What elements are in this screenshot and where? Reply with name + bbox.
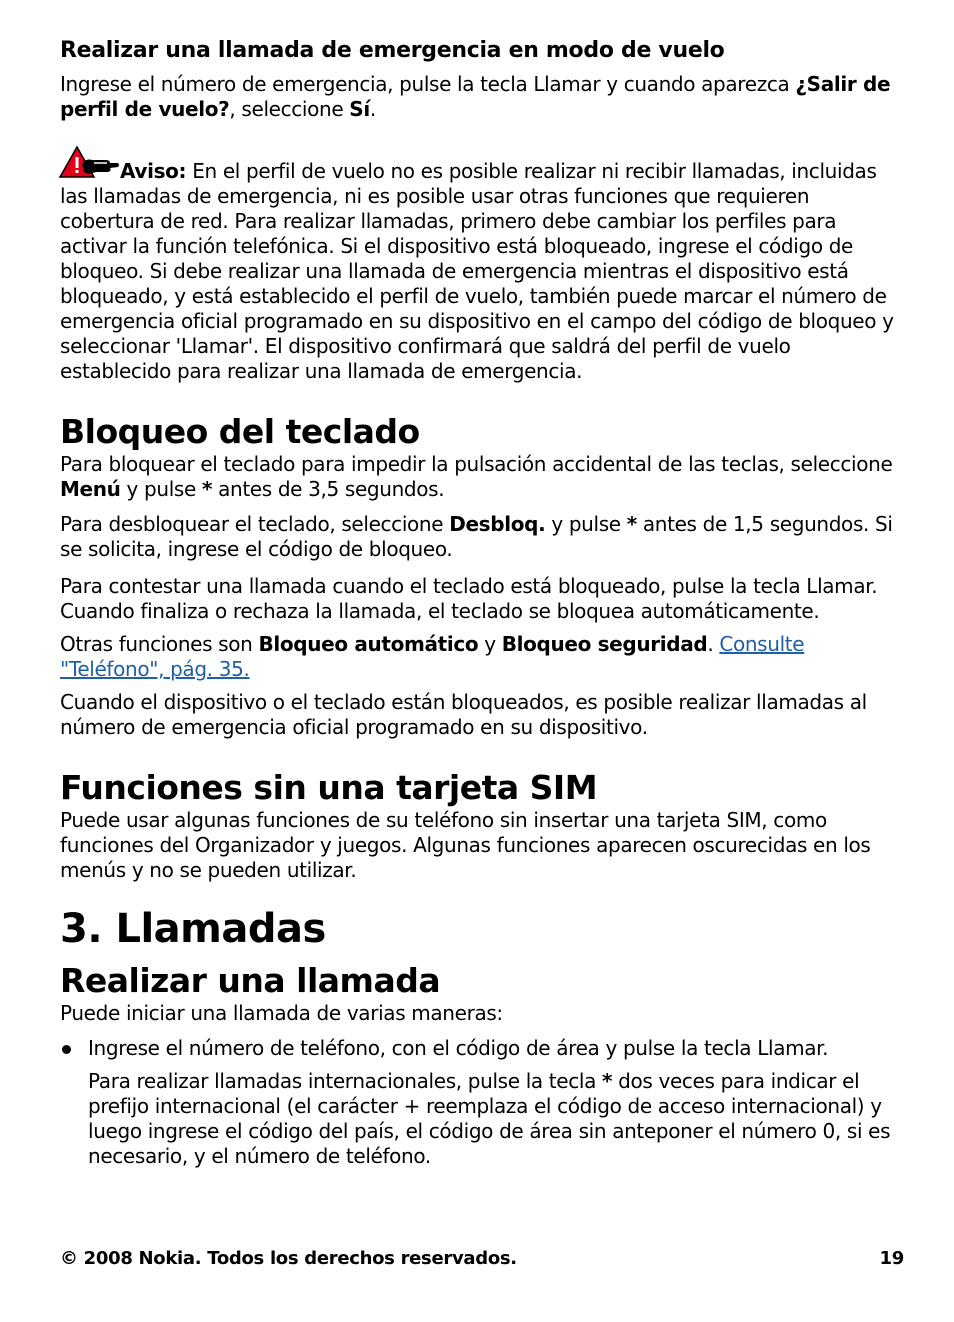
make-call-heading: Realizar una llamada [60, 961, 441, 1000]
emergency-paragraph: Ingrese el número de emergencia, pulse la tecla Llamar y cuando aparezca ¿Salir de perfil de vuelo?, seleccione Sí. [60, 72, 891, 121]
page-footer [60, 1248, 904, 1269]
keypad-lock-heading: Bloqueo del teclado [60, 412, 420, 451]
no-sim-heading: Funciones sin una tarjeta SIM [60, 768, 598, 807]
emergency-heading: Realizar una llamada de emergencia en modo de vuelo [60, 38, 725, 63]
keypad-paragraph-4: Otras funciones son Bloqueo automático y Bloqueo seguridad. Consulte "Teléfono", pág. 35. [60, 632, 805, 681]
warning-paragraph [60, 144, 904, 384]
list-item: Ingrese el número de teléfono, con el código de área y pulse la tecla Llamar. [60, 1036, 904, 1061]
international-call-paragraph: Para realizar llamadas internacionales, pulse la tecla * dos veces para indicar el prefijo internacional (el carácter + reemplaza el código de acceso internacional) y luego ingrese el código del país, el código de área sin anteponer el número 0, si es necesario, y el número de teléfono. [88, 1069, 891, 1168]
keypad-paragraph-3: Para contestar una llamada cuando el teclado está bloqueado, pulse la tecla Llamar. Cuando finaliza o rechaza la llamada, el teclado se bloquea automáticamente. [60, 574, 878, 623]
page-content [60, 36, 904, 1169]
no-sim-paragraph: Puede usar algunas funciones de su teléfono sin insertar una tarjeta SIM, como funciones del Organizador y juegos. Algunas funciones aparecen oscurecidas en los menús y no se pueden utilizar. [60, 808, 871, 882]
phone-settings-link[interactable]: Consulte "Teléfono", pág. 35. [60, 632, 805, 681]
keypad-paragraph-5: Cuando el dispositivo o el teclado están bloqueados, es posible realizar llamadas al número de emergencia oficial programado en su dispositivo. [60, 690, 867, 739]
make-call-intro: Puede iniciar una llamada de varias maneras: [60, 1001, 503, 1025]
keypad-paragraph-1: Para bloquear el teclado para impedir la pulsación accidental de las teclas, seleccione Menú y pulse * antes de 3,5 segundos. [60, 452, 893, 501]
warning-label: Aviso: [120, 159, 187, 183]
chapter-title: 3. Llamadas [60, 906, 326, 952]
warning-text: En el perfil de vuelo no es posible realizar ni recibir llamadas, incluidas las llamadas de emergencia, ni es posible usar otras funciones que requieren cobertura de red. Para realizar llamadas, primero debe cambiar los perfiles para activar la función telefónica. Si el dispositivo está bloqueado, ingrese el código de bloqueo. Si debe realizar una llamada de emergencia mientras el dispositivo está bloqueado, y está establecido el perfil de vuelo, también puede marcar el número de emergencia oficial programado en su dispositivo en el campo del código de bloqueo y seleccionar 'Llamar'. El dispositivo confirmará que saldrá del perfil de vuelo establecido para realizar una llamada de emergencia. [60, 159, 894, 383]
call-methods-list [60, 1036, 904, 1061]
bullet-icon [62, 1045, 71, 1054]
keypad-paragraph-2: Para desbloquear el teclado, seleccione Desbloq. y pulse * antes de 1,5 segundos. Si se solicita, ingrese el código de bloqueo. [60, 512, 893, 561]
copyright-text: © 2008 Nokia. Todos los derechos reservados. [60, 1248, 517, 1269]
page-number: 19 [879, 1248, 904, 1269]
warning-hand-icon [58, 144, 120, 182]
